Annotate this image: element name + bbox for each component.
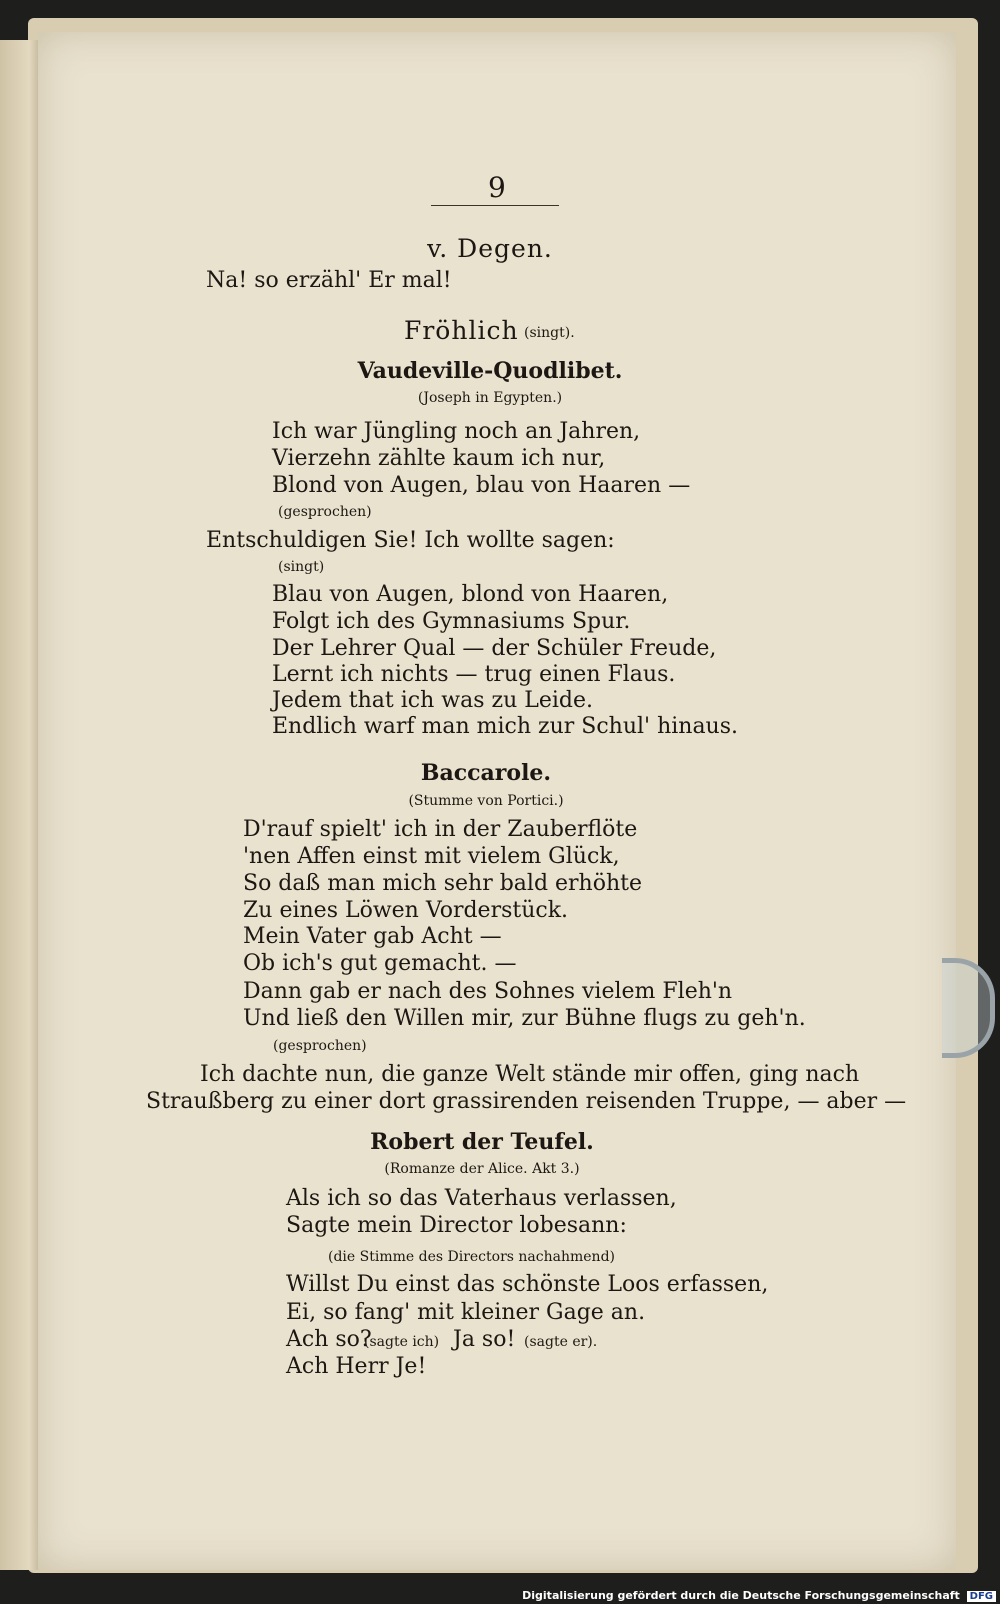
text-line: (Romanze der Alice. Akt 3.) [384,1161,580,1177]
text-line: Fröhlich [404,316,519,345]
text-line: Robert der Teufel. [370,1129,594,1155]
digitization-credit [522,1589,996,1602]
text-line: (Stumme von Portici.) [408,793,564,809]
page-number-rule [431,205,559,206]
text-line: Lernt ich nichts — trug einen Flaus. [272,662,676,687]
dfg-logo: DFG [967,1591,996,1602]
text-line: (gesprochen) [273,1038,367,1054]
page-clip [942,958,995,1058]
text-line: D'rauf spielt' ich in der Zauberflöte [243,817,638,842]
text-line: Mein Vater gab Acht — [243,924,502,949]
text-line: Folgt ich des Gymnasiums Spur. [272,609,631,634]
text-line: Entschuldigen Sie! Ich wollte sagen: [206,528,615,553]
text-line: So daß man mich sehr bald erhöhte [243,871,642,896]
text-line: Ach Herr Je! [286,1354,427,1379]
text-line: Vaudeville-Quodlibet. [357,358,623,384]
page-number: 9 [488,171,506,204]
text-line: Blau von Augen, blond von Haaren, [272,582,669,607]
text-line: Dann gab er nach des Sohnes vielem Fleh'n [243,979,733,1004]
text-line: Und ließ den Willen mir, zur Bühne flugs zu geh'n. [243,1006,806,1031]
text-line: Na! so erzähl' Er mal! [206,268,452,293]
text-line: Blond von Augen, blau von Haaren — [272,473,691,498]
text-line: Willst Du einst das schönste Loos erfassen, [286,1272,769,1297]
text-line: Sagte mein Director lobesann: [286,1213,627,1238]
text-line: (singt) [278,559,325,575]
text-line: Der Lehrer Qual — der Schüler Freude, [272,636,717,661]
text-line: Ob ich's gut gemacht. — [243,951,517,976]
text-line: (singt). [524,325,575,341]
credit-text: Digitalisierung gefördert durch die Deutsche Forschungsgemeinschaft [522,1589,960,1602]
text-line: v. Degen. [427,234,553,263]
text-line: 'nen Affen einst mit vielem Glück, [243,844,620,869]
text-line: Jedem that ich was zu Leide. [272,688,594,713]
text-line: (sagte er). [524,1334,598,1350]
text-line: (Joseph in Egypten.) [417,390,563,406]
text-line: Ach so? [286,1327,372,1352]
text-line: Ei, so fang' mit kleiner Gage an. [286,1300,646,1325]
text-line: Zu eines Löwen Vorderstück. [243,898,569,923]
text-line: Vierzehn zählte kaum ich nur, [272,446,606,471]
text-line: Straußberg zu einer dort grassirenden reisenden Truppe, — aber — [146,1089,907,1114]
left-page-strip [0,40,42,1570]
text-line: (gesprochen) [278,504,372,520]
text-line: (sagte ich) [364,1334,440,1350]
text-line: (die Stimme des Directors nachahmend) [328,1249,615,1265]
text-line: Ich war Jüngling noch an Jahren, [272,419,641,444]
text-line: Endlich warf man mich zur Schul' hinaus. [272,714,739,739]
text-line: Ja so! [453,1327,516,1352]
text-line: Baccarole. [420,760,552,786]
text-line: Als ich so das Vaterhaus verlassen, [286,1186,677,1211]
text-line: Ich dachte nun, die ganze Welt stände mir offen, ging nach [200,1062,860,1087]
